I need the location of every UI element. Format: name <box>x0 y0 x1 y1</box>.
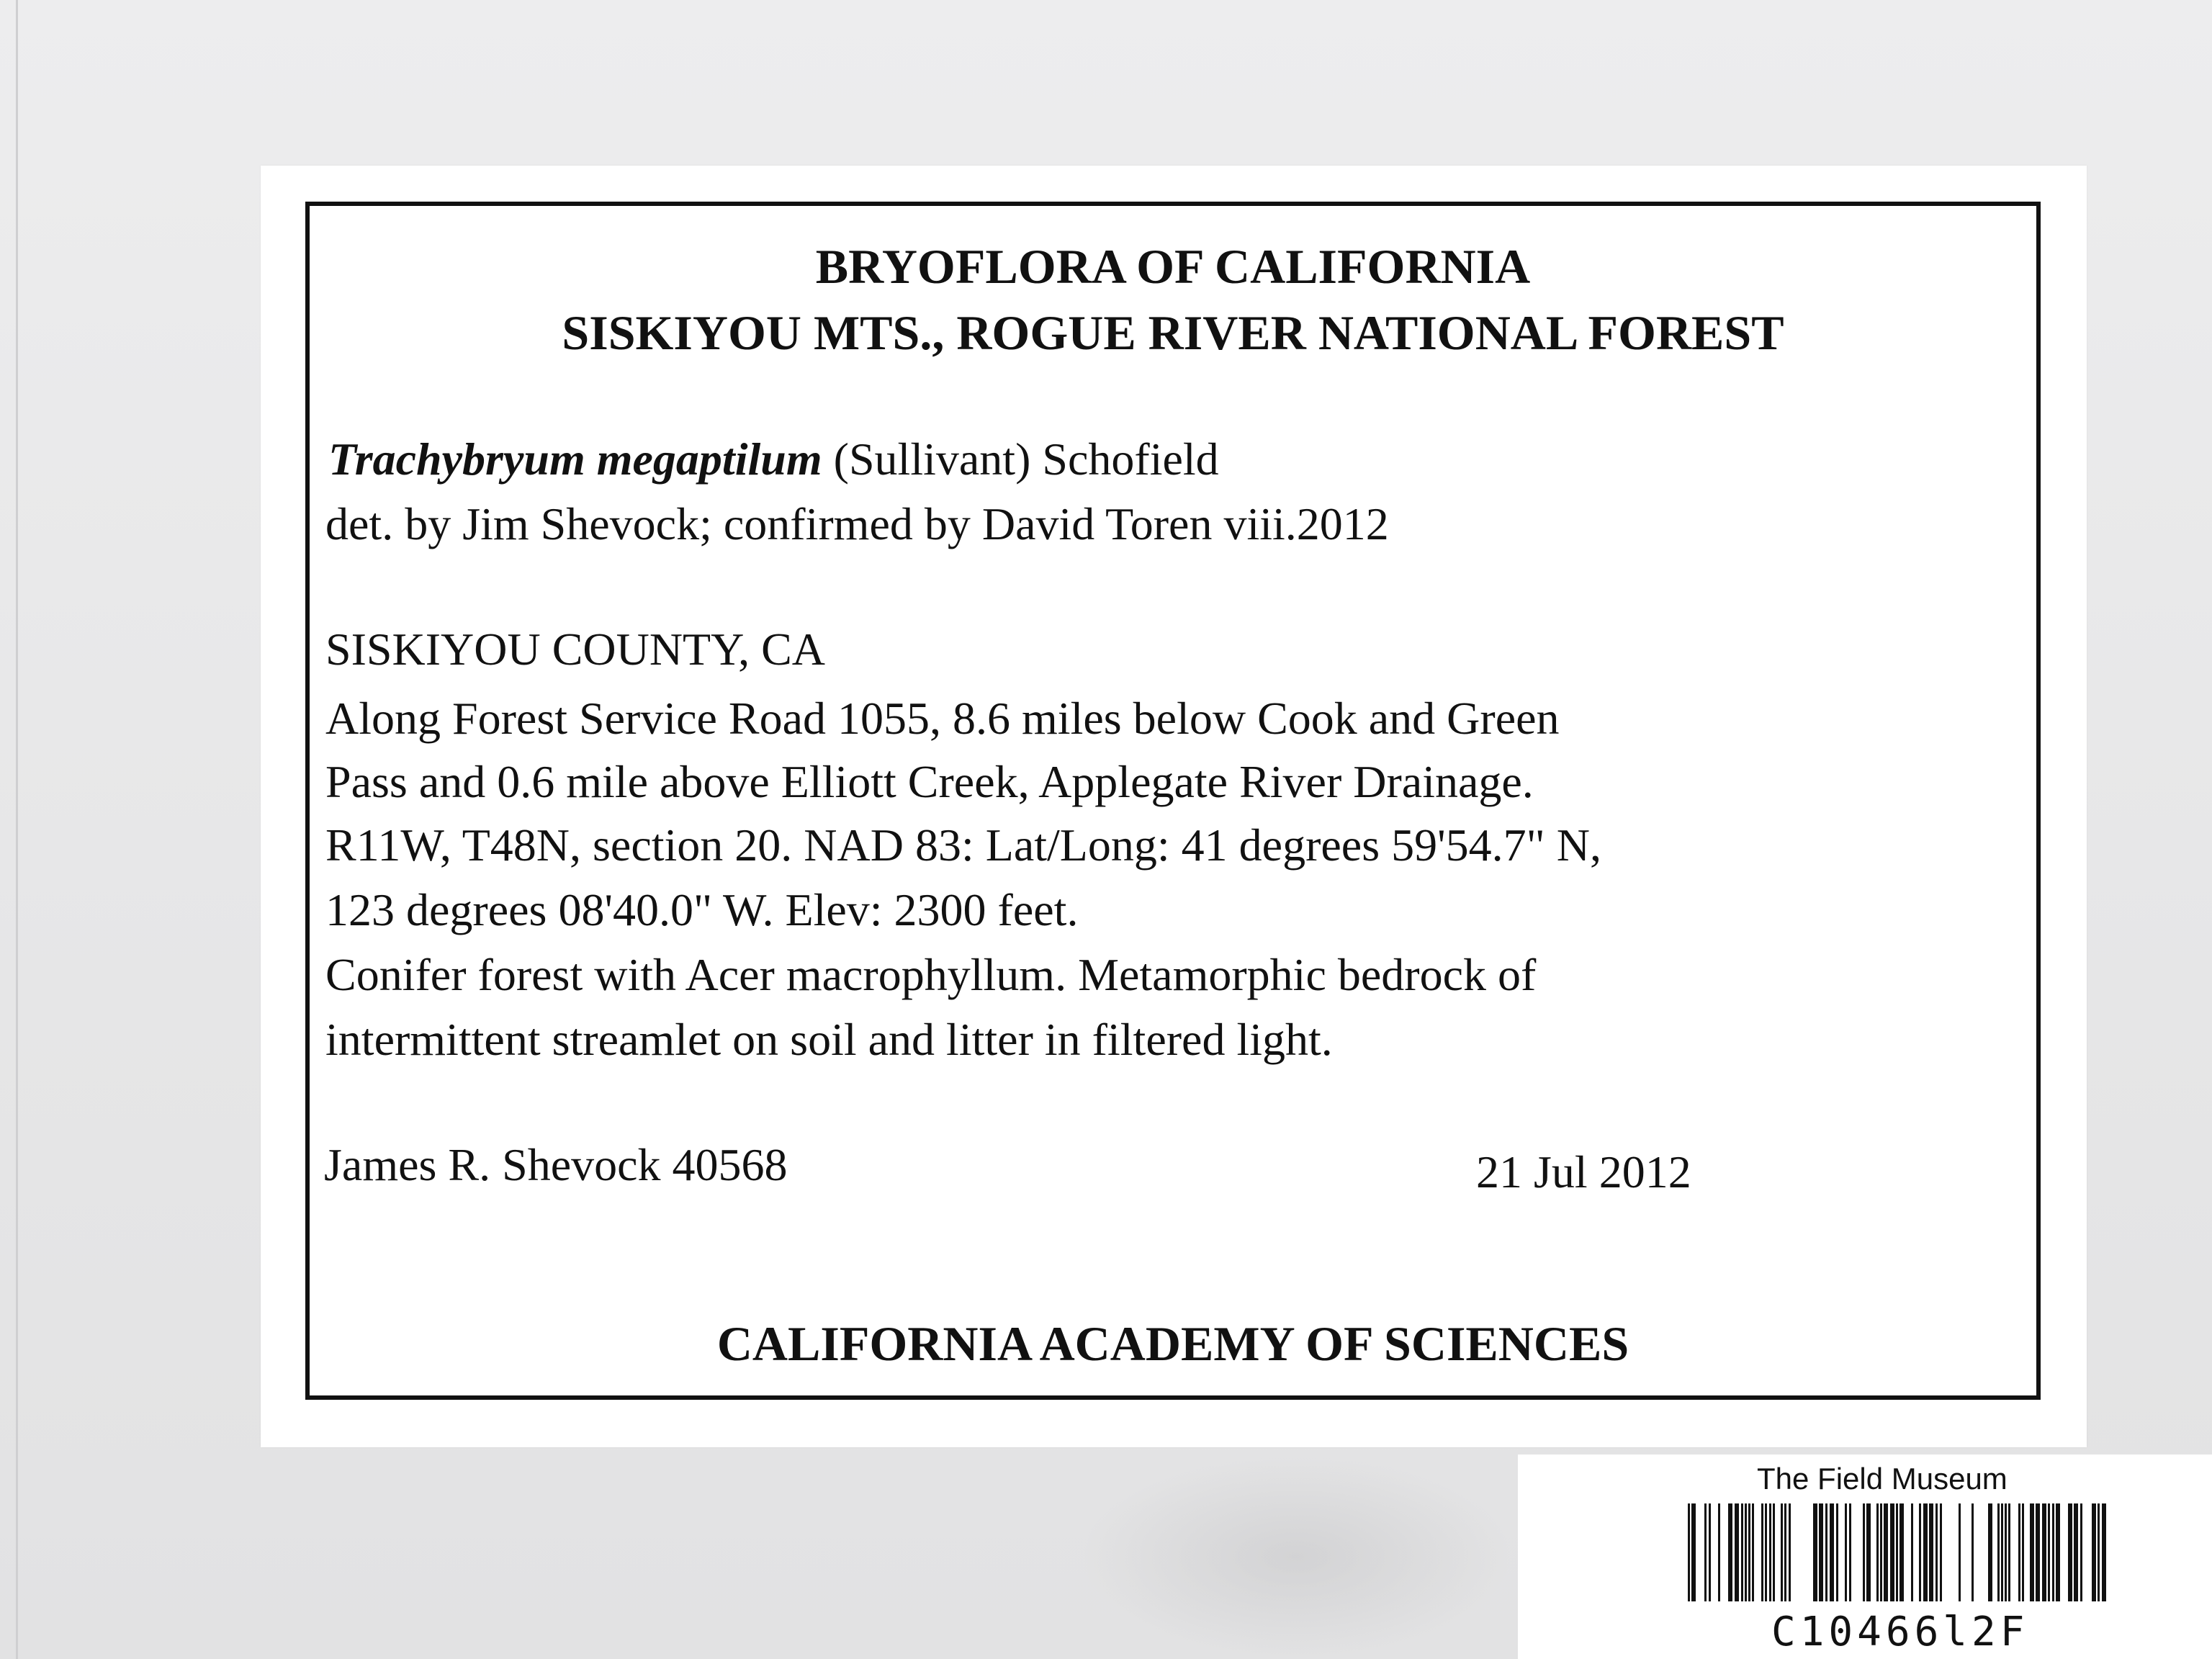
county-line: SISKIYOU COUNTY, CA <box>325 624 825 675</box>
sheet-shadow <box>1080 1455 1512 1659</box>
sheet-fold-line <box>16 0 18 1659</box>
taxon-authority: (Sullivant) Schofield <box>822 433 1219 485</box>
habitat-line: Conifer forest with Acer macrophyllum. Metamorphic bedrock of <box>325 949 1537 1000</box>
label-heading-location: SISKIYOU MTS., ROGUE RIVER NATIONAL FOREST <box>562 305 1784 360</box>
taxon-name: Trachybryum megaptilum <box>328 433 822 485</box>
habitat-line: intermittent streamlet on soil and litter in filtered light. <box>325 1014 1333 1065</box>
collector-line: James R. Shevock 40568 <box>324 1139 788 1190</box>
collection-date: 21 Jul 2012 <box>1476 1146 1691 1197</box>
label-heading-title: BRYOFLORA OF CALIFORNIA <box>815 239 1531 294</box>
determination-line: det. by Jim Shevock; confirmed by David Toren viii.2012 <box>325 498 1389 549</box>
catalog-number: C10466l2F <box>1771 1609 2029 1655</box>
locality-line: 123 degrees 08'40.0" W. Elev: 2300 feet. <box>325 884 1079 935</box>
locality-line: Pass and 0.6 mile above Elliott Creek, Applegate River Drainage. <box>325 756 1534 807</box>
barcode <box>1686 1503 2111 1601</box>
museum-name: The Field Museum <box>1757 1462 2008 1496</box>
locality-line: Along Forest Service Road 1055, 8.6 miles below Cook and Green <box>325 693 1560 744</box>
taxon-line <box>328 433 1219 485</box>
locality-line: R11W, T48N, section 20. NAD 83: Lat/Long: 41 degrees 59'54.7" N, <box>325 819 1601 871</box>
institution-name: CALIFORNIA ACADEMY OF SCIENCES <box>716 1316 1629 1371</box>
